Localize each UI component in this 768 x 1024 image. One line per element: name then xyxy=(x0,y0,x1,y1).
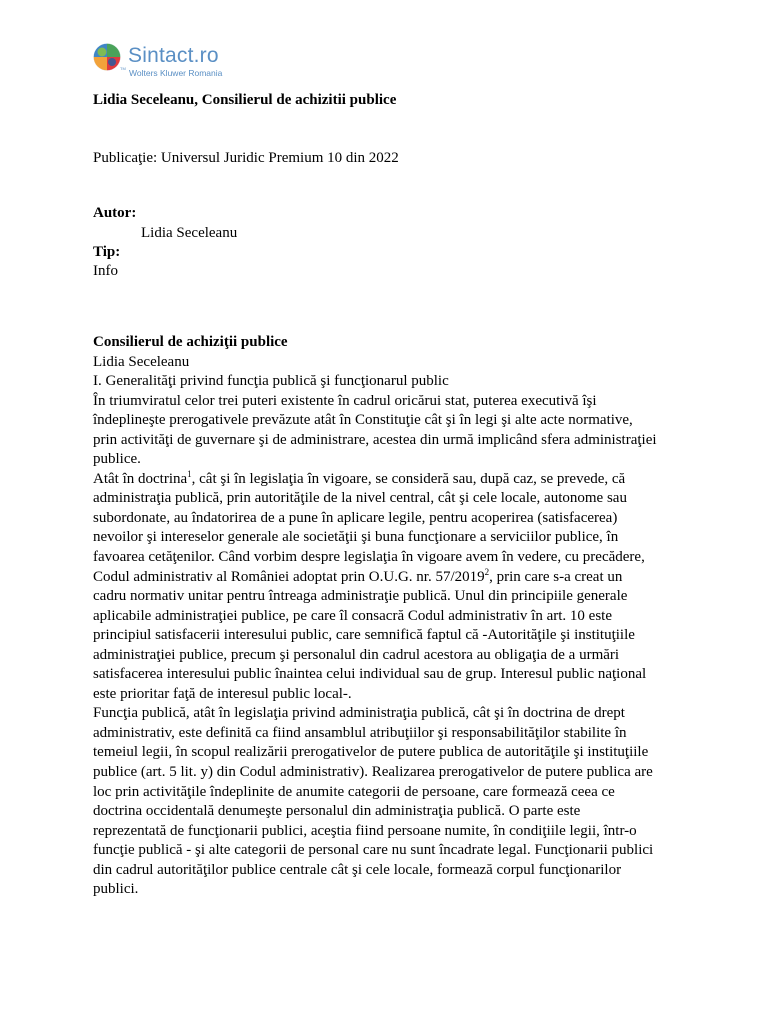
text-segment: Codul administrativ al României adoptat prin O.U.G. nr. 57/2019 xyxy=(93,568,485,585)
logo-subtitle: Wolters Kluwer Romania xyxy=(129,68,223,78)
text-line: reprezentată de funcţionarii publici, aceştia fiind persoane numite, în condiţiile legii, într-o xyxy=(93,822,637,839)
author-label: Autor: xyxy=(93,205,137,221)
text-line: doctrina occidentală denumeşte personalul din administraţia publică. O parte este xyxy=(93,803,581,820)
article-author: Lidia Seceleanu xyxy=(93,353,190,370)
type-value: Info xyxy=(93,263,118,279)
text-line: din cadrul autorităţilor publice centrale cât şi cele locale, formează corpul funcţionarilor xyxy=(93,861,622,878)
text-line xyxy=(93,470,693,490)
paragraph-3 xyxy=(93,704,693,899)
article-body xyxy=(93,333,693,900)
trademark-mark: TM xyxy=(120,66,126,71)
text-line: publici. xyxy=(93,881,139,898)
document-title: Lidia Seceleanu, Consilierul de achizitii publice xyxy=(93,92,397,108)
text-line: prin activităţi de guvernare şi de administrare, acestea din urmă implicând sfera administraţiei xyxy=(93,431,657,448)
text-line: publice. xyxy=(93,451,141,468)
text-segment: Atât în doctrina xyxy=(93,470,188,487)
text-line: principiul satisfacerii interesului public, care semnifică faptul că -Autorităţile şi instituţiile xyxy=(93,627,635,644)
type-label: Tip: xyxy=(93,244,121,260)
text-line: satisfacerea interesului public înaintea celui individual sau de grup. Interesul public naţional xyxy=(93,666,647,683)
text-line: favoarea cetăţenilor. Când vorbim despre legislaţia în vigoare avem în vedere, cu precădere, xyxy=(93,549,645,566)
text-line: Funcţia publică, atât în legislaţia privind administraţia publică, cât şi în doctrina de drept xyxy=(93,705,625,722)
text-line: îndeplineşte prerogativele prevăzute atât în Constituţie cât şi în legi şi alte acte normative, xyxy=(93,412,633,429)
text-line: administraţia publică, prin autorităţile de la nivel central, cât şi cele locale, autonome sau xyxy=(93,490,627,507)
section-heading: I. Generalităţi privind funcţia publică şi funcţionarul public xyxy=(93,373,449,390)
text-line: În triumviratul celor trei puteri existente în cadrul oricărui stat, puterea executivă îşi xyxy=(93,392,597,409)
text-segment: , prin care s-a creat un xyxy=(489,568,623,585)
author-value: Lidia Seceleanu xyxy=(141,225,238,241)
text-line: este prioritar faţă de interesul public local-. xyxy=(93,685,352,702)
globe-icon xyxy=(93,43,121,71)
footnote-ref-1[interactable]: 1 xyxy=(187,468,192,479)
text-line: publice (art. 5 lit. y) din Codul administrativ). Realizarea prerogativelor de putere publica are xyxy=(93,764,653,781)
text-line: funcţie publică - şi alte categorii de personal care nu sunt încadrate legal. Funcţionarii publici xyxy=(93,842,654,859)
text-line: loc prin activităţile îndeplinite de anumite categorii de persoane, care formează ceea ce xyxy=(93,783,615,800)
text-line: administraţiei publice, precum şi personalul din cadrul acestora au obligaţia de a urmări xyxy=(93,646,620,663)
article-title: Consilierul de achiziţii publice xyxy=(93,334,288,350)
text-line: administrativ, este definită ca fiind ansamblul atribuţiilor şi responsabilităţilor stabilite în xyxy=(93,724,627,741)
text-line xyxy=(93,568,693,588)
text-segment: , cât şi în legislaţia în vigoare, se consideră sau, după caz, se prevede, că xyxy=(191,470,626,487)
publication-info: Publicaţie: Universul Juridic Premium 10 din 2022 xyxy=(93,150,399,166)
text-line: nevoilor şi intereselor generale ale societăţii şi buna funcţionare a serviciilor publice, în xyxy=(93,529,619,546)
text-line: subordonate, au îndatorirea de a pune în aplicare legile, pentru acoperirea (satisfacerea) xyxy=(93,509,618,526)
text-line: temeiul legii, în scopul realizării prerogativelor de putere publica de autorităţile şi instituţiile xyxy=(93,744,649,761)
paragraph-2 xyxy=(93,470,693,705)
paragraph-1 xyxy=(93,392,693,470)
footnote-ref-2[interactable]: 2 xyxy=(484,566,490,577)
logo-name: Sintact.ro xyxy=(128,44,219,67)
text-line: cadru normativ unitar pentru întreaga administraţie publică. Unul din principiile generale xyxy=(93,588,628,605)
sintact-logo[interactable] xyxy=(93,43,253,79)
text-line: aplicabile administraţiei publice, pe care îl consacră Codul administrativ în art. 10 este xyxy=(93,607,612,624)
